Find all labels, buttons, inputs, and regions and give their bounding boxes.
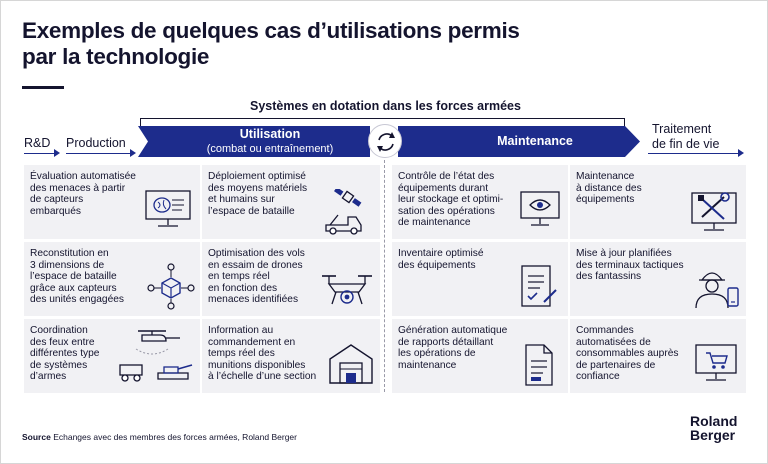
card-commandes-consommables	[570, 319, 746, 393]
axis-fin-arrow-icon	[738, 149, 744, 157]
phase-production: Production	[66, 136, 126, 150]
3d-cube-network-icon	[146, 262, 196, 310]
roland-berger-logo	[690, 414, 737, 442]
report-document-icon	[518, 341, 560, 389]
logo-line-1: Roland	[690, 413, 738, 429]
card-generation-rapports	[392, 319, 568, 393]
shopping-cart-monitor-icon	[692, 341, 740, 387]
tools-monitor-icon	[688, 187, 742, 233]
card-reconstitution-3d	[24, 242, 200, 316]
card-evaluation-menaces	[24, 165, 200, 239]
card-text: Reconstitution en 3 dimensions de l’espace de bataille grâce aux capteurs des unités engagées	[30, 248, 125, 306]
card-text: Inventaire optimisé des équipements	[398, 248, 484, 271]
source-text: Echanges avec des membres des forces armées, Roland Berger	[53, 432, 297, 442]
phase-fin-line-1: Traitement	[652, 122, 712, 136]
card-information-munitions	[202, 319, 380, 393]
card-text: Évaluation automatisée des menaces à partir de capteurs embarqués	[30, 171, 136, 217]
card-controle-etat	[392, 165, 568, 239]
logo-line-2: Berger	[690, 427, 736, 443]
phase-utilisation: Utilisation	[239, 127, 301, 141]
card-deploiement-moyens	[202, 165, 380, 239]
header-caption: Systèmes en dotation dans les forces armées	[250, 99, 521, 113]
card-text: Information au commandement en temps réel des munitions disponibles à l’échelle d’une section	[208, 325, 317, 383]
card-text: Génération automatique de rapports détaillant les opérations de maintenance	[398, 325, 508, 371]
phase-rd: R&D	[24, 136, 51, 150]
card-text: Commandes automatisées de consommables auprès de partenaires de confiance	[576, 325, 679, 383]
phase-maintenance: Maintenance	[497, 134, 573, 148]
card-coordination-feux	[24, 319, 200, 393]
cycle-icon	[368, 124, 402, 158]
depot-icon	[326, 341, 376, 387]
phase-fin-line-2: de fin de vie	[652, 137, 720, 151]
checklist-icon	[514, 262, 558, 312]
title-line-1: Exemples de quelques cas d’utilisations permis	[22, 18, 520, 43]
card-maintenance-distance	[570, 165, 746, 239]
brain-monitor-icon	[142, 187, 196, 231]
card-text: Maintenance à distance des équipements	[576, 171, 642, 206]
title-line-2: par la technologie	[22, 44, 210, 69]
phase-utilisation-sub: (combat ou entraînement)	[206, 143, 334, 155]
source-note	[22, 432, 297, 442]
card-essaim-drones	[202, 242, 380, 316]
source-label: Source	[22, 432, 51, 442]
card-terminaux-tactiques	[570, 242, 746, 316]
column-separator	[384, 160, 385, 392]
soldier-phone-icon	[690, 264, 742, 312]
card-text: Déploiement optimisé des moyens matériels et humains sur l’espace de bataille	[208, 171, 308, 217]
card-text: Optimisation des vols en essaim de drones en temps réel en fonction des menaces identifiées	[208, 248, 305, 306]
card-text: Contrôle de l’état des équipements durant leur stockage et optimi- sation des opérations de maintenance	[398, 171, 504, 229]
eye-monitor-icon	[518, 189, 562, 229]
axis-fin-line	[648, 153, 740, 154]
card-text: Mise à jour planifiées des terminaux tactiques des fantassins	[576, 248, 684, 283]
satellite-truck-icon	[320, 189, 376, 235]
card-text: Coordination des feux entre différentes type de systèmes d’armes	[30, 325, 100, 383]
card-inventaire	[392, 242, 568, 316]
drone-icon	[318, 270, 376, 310]
helicopter-tanks-icon	[114, 325, 198, 389]
